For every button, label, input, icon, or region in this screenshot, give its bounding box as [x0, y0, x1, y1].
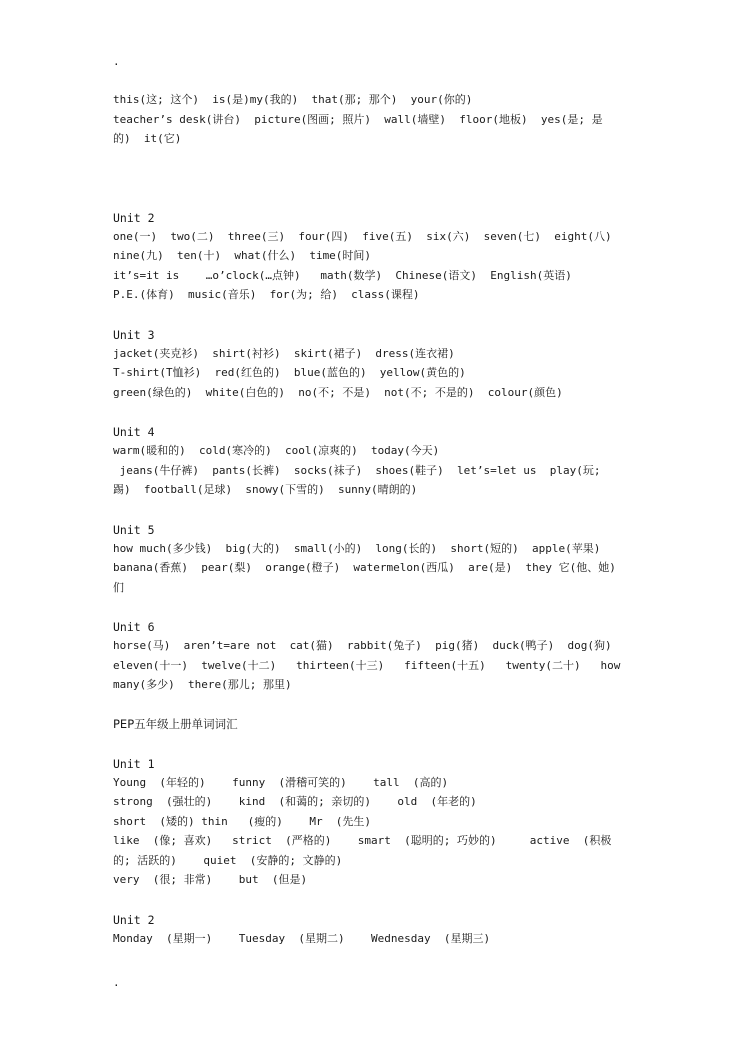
unit-heading: Unit 3: [113, 328, 155, 342]
vocab-line: short (矮的) thin (瘦的) Mr (先生): [113, 815, 372, 828]
vocab-line: one(一) two(二) three(三) four(四) five(五) six(六) seven(七) eight(八): [113, 230, 612, 243]
vocab-line: it’s=it is …o’clock(…点钟) math(数学) Chinese(语文) English(英语): [113, 269, 572, 282]
unit-heading: Unit 2: [113, 913, 155, 927]
vocab-line: P.E.(体育) music(音乐) for(为; 给) class(课程): [113, 288, 420, 301]
vocab-line: warm(暖和的) cold(寒冷的) cool(凉爽的) today(今天): [113, 444, 440, 457]
unit-heading: Unit 1: [113, 757, 155, 771]
vocab-line: Monday (星期一) Tuesday (星期二) Wednesday (星期三): [113, 932, 491, 945]
unit-heading: Unit 6: [113, 620, 155, 634]
vocab-line: banana(香蕉) pear(梨) orange(橙子) watermelon(西瓜) are(是) they 它(他、她): [113, 561, 616, 574]
vocab-line: 踢) football(足球) snowy(下雪的) sunny(晴朗的): [113, 483, 418, 496]
vocab-line: nine(九) ten(十) what(什么) time(时间): [113, 249, 372, 262]
vocab-line: Young (年轻的) funny (滑稽可笑的) tall (高的): [113, 776, 449, 789]
vocab-line: eleven(十一) twelve(十二) thirteen(十三) fifteen(十五) twenty(二十) how: [113, 659, 621, 672]
vocab-line: jeans(牛仔裤) pants(长裤) socks(袜子) shoes(鞋子) let’s=let us play(玩;: [113, 464, 601, 477]
vocab-line: 们: [113, 581, 124, 594]
vocab-line: green(绿色的) white(白色的) no(不; 不是) not(不; 不是的) colour(颜色): [113, 386, 563, 399]
page-top-mark: .: [113, 55, 120, 68]
unit-heading: Unit 4: [113, 425, 155, 439]
vocab-line: 的) it(它): [113, 132, 182, 145]
vocab-line: very (很; 非常) but (但是): [113, 873, 308, 886]
vocab-line: T-shirt(T恤衫) red(红色的) blue(蓝色的) yellow(黄色的): [113, 366, 466, 379]
vocab-line: like (像; 喜欢) strict (严格的) smart (聪明的; 巧妙的) active (积极: [113, 834, 612, 847]
vocab-line: teacher’s desk(讲台) picture(图画; 照片) wall(墙壁) floor(地板) yes(是; 是: [113, 113, 603, 126]
vocab-line: many(多少) there(那儿; 那里): [113, 678, 292, 691]
vocab-line: how much(多少钱) big(大的) small(小的) long(长的) short(短的) apple(苹果): [113, 542, 601, 555]
vocab-line: this(这; 这个) is(是)my(我的) that(那; 那个) your(你的): [113, 93, 473, 106]
section-title: PEP五年级上册单词词汇: [113, 717, 238, 731]
unit-heading: Unit 2: [113, 211, 155, 225]
page-bottom-mark: .: [113, 976, 120, 989]
vocab-line: strong (强壮的) kind (和蔼的; 亲切的) old (年老的): [113, 795, 477, 808]
vocab-line: 的; 活跃的) quiet (安静的; 文静的): [113, 854, 343, 867]
vocab-line: horse(马) aren’t=are not cat(猫) rabbit(兔子) pig(猪) duck(鸭子) dog(狗): [113, 639, 612, 652]
unit-heading: Unit 5: [113, 523, 155, 537]
vocab-line: jacket(夹克衫) shirt(衬衫) skirt(裙子) dress(连衣裙): [113, 347, 455, 360]
